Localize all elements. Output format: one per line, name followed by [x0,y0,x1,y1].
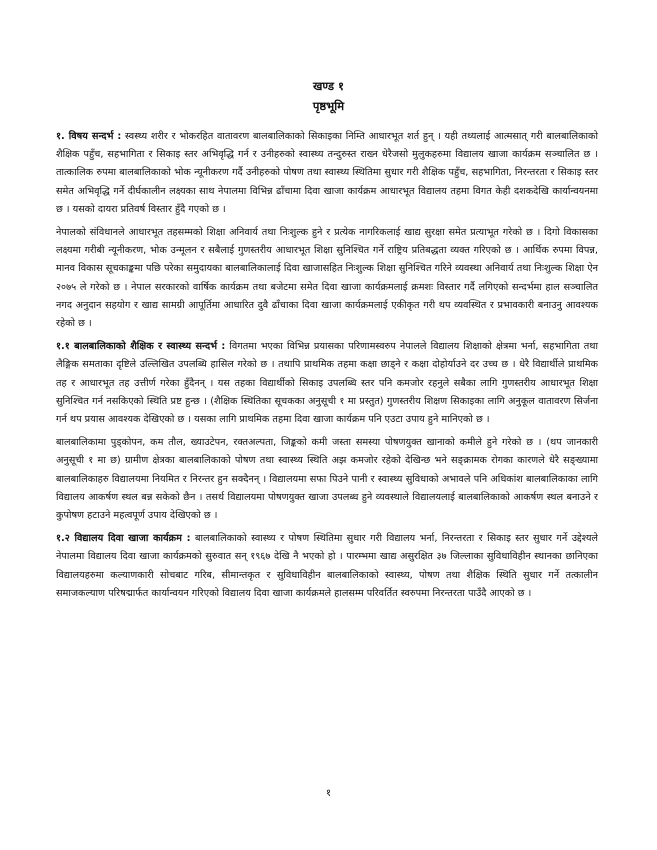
paragraph-text: स्वस्थ्य शरीर र भोकरहित वातावरण बालबालिकाको सिकाइका निम्ति आधारभूत शर्त हुन् । यही तथ्यलाई आत्मसात् गरी बालबालिकाको शैक्षिक पहुँच, सहभागिता र सिकाइ स्तर अभिवृद्धि गर्न र उनीहरुको स्वास्थ्य तन्दुरुस्त राख्न धेरैजसो मुलुकहरुमा विद्यालय खाजा कार्यक्रम सञ्चालित छ । तात्कालिक रुपमा बालबालिकाको भोक न्यूनीकरण गर्दै उनीहरुको पोषण तथा स्वास्थ्य स्थितिमा सुधार गरी शैक्षिक पहुँच, सहभागिता, निरन्तरता र सिकाइ स्तर समेत अभिवृद्धि गर्ने दीर्घकालीन लक्ष्यका साथ नेपालमा विभिन्न ढाँचामा दिवा खाजा कार्यक्रम आधारभूत विद्यालय तहमा विगत केही दशकदेखि कार्यान्वयनमा छ । यसको दायरा प्रतिवर्ष विस्तार हुँदै गएको छ । [56,131,598,215]
paragraph-nutrition [56,434,598,525]
paragraph-text: विगतमा भएका विभिन्न प्रयासका परिणामस्वरुप नेपालले विद्यालय शिक्षाको क्षेत्रमा भर्ना, सहभागिता तथा लैङ्गिक समताका दृष्टिले उल्लिखित उपलब्धि हासिल गरेको छ । तथापि प्राथमिक तहमा कक्षा छाड्ने र कक्षा दोहोर्याउने दर उच्च छ । धेरै विद्यार्थीले प्राथमिक तह र आधारभूत तह उत्तीर्ण गरेका हुँदैनन् । यस तहका विद्यार्थीको सिकाइ उपलब्धि स्तर पनि कमजोर रहनुले सबैका लागि गुणस्तरीय आधारभूत शिक्षा सुनिश्चित गर्न नसकिएको स्थिति प्रष्ट हुन्छ । (शैक्षिक स्थितिका सूचकका अनुसूची १ मा प्रस्तुत) गुणस्तरीय शिक्षण सिकाइका लागि अनुकूल वातावरण सिर्जना गर्न थप प्रयास आवश्यक देखिएको छ । यसका लागि प्राथमिक तहमा दिवा खाजा कार्यक्रम पनि एउटा उपाय हुने मानिएको छ । [56,341,598,426]
document-body [56,128,598,608]
paragraph-school-meal-program [56,530,598,603]
paragraph-text: बालबालिकाको स्वास्थ्य र पोषण स्थितिमा सुधार गरी विद्यालय भर्ना, निरन्तरता र सिकाइ स्तर सुधार गर्ने उद्देश्यले नेपालमा विद्यालय दिवा खाजा कार्यक्रमको सुरुवात सन् १९६७ देखि नै भएको हो । पारम्भमा खाद्य असुरक्षित ३७ जिल्लाका सुविधाविहीन स्थानका छानिएका विद्यालयहरुमा कल्याणकारी सोचबाट गरिब, सीमान्तकृत र सुविधाविहीन बालबालिकाको स्वास्थ्य, पोषण तथा शैक्षिक स्थिति सुधार गर्ने तत्कालीन समाजकल्याण परिषद्मार्फत कार्यान्वयन गरिएको विद्यालय दिवा खाजा कार्यक्रमले हालसम्म परिवर्तित स्वरुपमा निरन्तरता पाउँदै आएको छ । [56,533,599,599]
chapter-heading [0,78,657,114]
chapter-subtitle: पृष्ठभूमि [312,99,345,113]
paragraph-constitution [56,224,598,333]
paragraph-text: नेपालको संविधानले आधारभूत तहसम्मको शिक्षा अनिवार्य तथा निःशुल्क हुने र प्रत्येक नागरिकलाई खाद्य सुरक्षा समेत प्रत्याभूत गरेको छ । दिगो विकासका लक्ष्यमा गरीबी न्यूनीकरण, भोक उन्मूलन र सबैलाई गुणस्तरीय आधारभूत शिक्षा सुनिश्चित गर्ने राष्ट्रिय प्रतिबद्धता व्यक्त गरिएको छ । आर्थिक रुपमा विपन्न, मानव विकास सूचकाङ्कमा पछि परेका समुदायका बालबालिकालाई दिवा खाजासहित निःशुल्क शिक्षा सुनिश्चित गरिने व्यवस्था अनिवार्य तथा निःशुल्क शिक्षा ऐन २०७५ ले गरेको छ । नेपाल सरकारको वार्षिक कार्यक्रम तथा बजेटमा समेत दिवा खाजा कार्यक्रमलाई क्रमशः विस्तार गर्दै लगिएको सन्दर्भमा हाल सञ्चालित नगद अनुदान सहयोग र खाद्य सामग्री आपूर्तिमा आधारित दुवै ढाँचाका दिवा खाजा कार्यक्रमलाई एकीकृत गरी थप व्यवस्थित र प्रभावकारी बनाउनु आवश्यक रहेको छ । [56,227,598,330]
paragraph-text: बालबालिकामा पुड्कोपन, कम तौल, ख्याउटेपन, रक्तअल्पता, जिङ्कको कमी जस्ता समस्या पोषणयुक्त खानाको कमीले हुने गरेको छ । (थप जानकारी अनुसूची १ मा छ) ग्रामीण क्षेत्रका बालबालिकाको पोषण तथा स्वास्थ्य स्थिति अझ कमजोर रहेको देखिन्छ भने सङ्क्रामक रोगका कारणले धेरै सङ्ख्यामा बालबालिकाहरु विद्यालयमा नियमित र निरन्तर हुन सक्दैनन् । विद्यालयमा सफा पिउने पानी र स्वास्थ्य सुविधाको अभावले पनि अधिकांश बालबालिकाका लागि विद्यालय आकर्षण स्थल बन्न सकेको छैन । तसर्थ विद्यालयमा पोषणयुक्त खाजा उपलब्ध हुने व्यवस्थाले विद्यालयलाई बालबालिकाको आकर्षण स्थल बनाउने र कुपोषण हटाउने महत्वपूर्ण उपाय देखिएको छ । [56,437,598,522]
section-heading: १.१ बालबालिकाको शैक्षिक र स्वास्थ्य सन्दर्भ : [56,341,226,353]
page-number: १ [325,788,332,799]
section-heading: १. विषय सन्दर्भ : [56,131,122,142]
paragraph-education-health [56,338,598,429]
paragraph-subject-context [56,128,598,219]
section-heading: १.२ विद्यालय दिवा खाजा कार्यक्रम : [56,533,191,545]
chapter-title: खण्ड १ [312,79,344,93]
